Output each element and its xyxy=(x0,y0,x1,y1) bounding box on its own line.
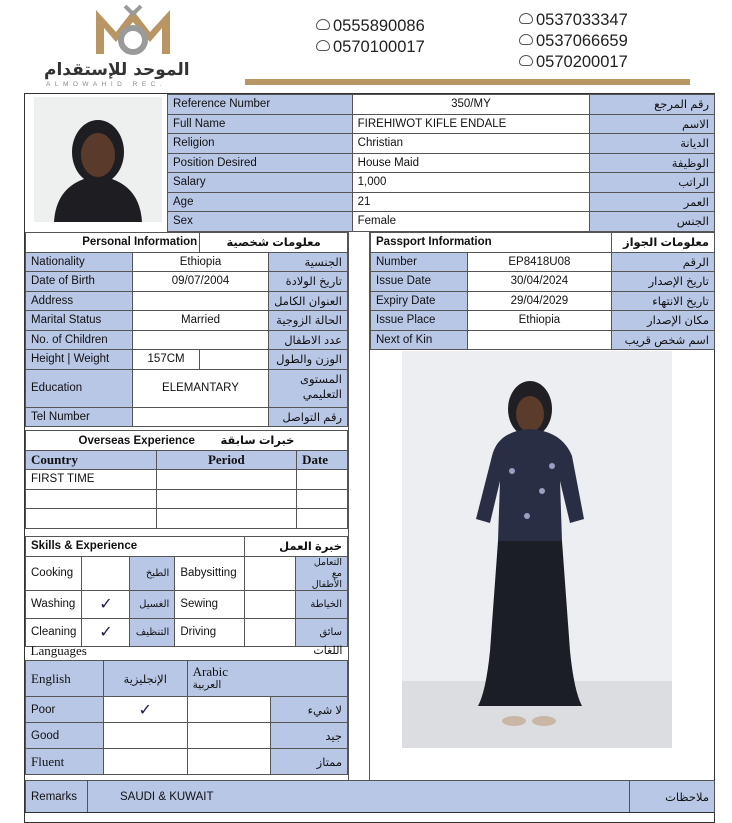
table-row: Washing ✓ الغسيل Sewing الخياطة xyxy=(26,590,348,618)
sex-value: Female xyxy=(352,212,590,232)
top-info-table xyxy=(167,94,715,232)
phone-line: 0570200017 xyxy=(519,53,628,72)
table-row xyxy=(26,489,348,509)
remarks-table xyxy=(25,780,715,813)
table-row: Education ELEMANTARY المستوى التعليمي xyxy=(26,369,348,407)
person-full-body-icon xyxy=(402,351,672,748)
table-header-row: Country Period Date xyxy=(26,450,348,470)
reference-value: 350/MY xyxy=(352,95,590,115)
table-row: Cooking الطبخ Babysitting التعامل مع الأطفال xyxy=(26,556,348,590)
phone-line: 0537033347 xyxy=(519,11,628,30)
table-row: Fluent ممتاز xyxy=(26,749,348,775)
table-row: Issue Date 30/04/2024 تاريخ الإصدار xyxy=(371,272,715,292)
cooking-check xyxy=(82,556,130,590)
overseas-table xyxy=(25,430,348,529)
header-divider xyxy=(245,79,690,85)
english-good-check xyxy=(103,723,187,749)
table-row: Expiry Date 29/04/2029 تاريخ الانتهاء xyxy=(371,291,715,311)
phone-line: 0570100017 xyxy=(316,38,425,57)
table-row: FIRST TIME xyxy=(26,470,348,490)
phone-icon xyxy=(519,13,533,24)
table-row: Height | Weight 157CM الوزن والطول xyxy=(26,350,348,370)
passport-table xyxy=(370,232,715,350)
section-header: Skills & Experience خبرة العمل xyxy=(26,537,348,557)
salary-value: 1,000 xyxy=(352,173,590,193)
table-row: Number EP8418U08 الرقم xyxy=(371,252,715,272)
person-headshot-icon xyxy=(34,97,162,222)
table-row: Sex Female الجنس xyxy=(168,212,715,232)
logo-english-text: ALMOWAHID REC. xyxy=(46,81,167,88)
table-row xyxy=(26,509,348,529)
sewing-check xyxy=(245,590,296,618)
table-row: Religion Christian الديانة xyxy=(168,134,715,154)
table-row: Address العنوان الكامل xyxy=(26,291,348,311)
table-row: Reference Number 350/MY رقم المرجع xyxy=(168,95,715,115)
section-header: Languages اللغات xyxy=(30,642,343,658)
bottom-border xyxy=(25,812,715,823)
arabic-poor-check xyxy=(187,697,271,723)
washing-check: ✓ xyxy=(82,590,130,618)
phone-icon xyxy=(316,40,330,51)
phone-icon xyxy=(316,19,330,30)
phone-icon xyxy=(519,55,533,66)
religion-value: Christian xyxy=(352,134,590,154)
table-row: Age 21 العمر xyxy=(168,192,715,212)
table-row: Poor ✓ لا شيء xyxy=(26,697,348,723)
phone-icon xyxy=(519,34,533,45)
logo-emblem-icon xyxy=(92,2,174,57)
position-value: House Maid xyxy=(352,153,590,173)
section-header: Personal Information معلومات شخصية xyxy=(26,233,348,253)
english-poor-check: ✓ xyxy=(103,697,187,723)
table-row: Nationality Ethiopia الجنسية xyxy=(26,252,348,272)
phone-line: 0555890086 xyxy=(316,17,425,36)
table-row: Marital Status Married الحالة الزوجية xyxy=(26,311,348,331)
section-header: Passport Information معلومات الجواز xyxy=(371,233,715,253)
table-row: Date of Birth 09/07/2004 تاريخ الولادة xyxy=(26,272,348,292)
table-row: Next of Kin اسم شخص قريب xyxy=(371,330,715,350)
arabic-good-check xyxy=(187,723,271,749)
age-value: 21 xyxy=(352,192,590,212)
table-row: Good جيد xyxy=(26,723,348,749)
headshot-photo xyxy=(34,97,162,222)
babysitting-check xyxy=(245,556,296,590)
arabic-fluent-check xyxy=(187,749,271,775)
section-header: Overseas Experience خبرات سابقة xyxy=(26,431,348,451)
table-row: No. of Children عدد الاطفال xyxy=(26,330,348,350)
english-fluent-check xyxy=(103,749,187,775)
table-header-row: English الإنجليزية Arabic العربية xyxy=(26,661,348,697)
logo-arabic-text: الموحد للإستقدام xyxy=(44,60,190,80)
company-logo xyxy=(40,0,240,92)
table-row: Tel Number رقم التواصل xyxy=(26,407,348,427)
languages-table xyxy=(25,641,348,775)
full-body-photo xyxy=(402,351,672,748)
table-row: Full Name FIREHIWOT KIFLE ENDALE الاسم xyxy=(168,114,715,134)
skills-table xyxy=(25,536,348,647)
column-divider xyxy=(369,232,370,780)
cleaning-check: ✓ xyxy=(82,618,130,646)
table-row: Position Desired House Maid الوظيفة xyxy=(168,153,715,173)
table-row: Issue Place Ethiopia مكان الإصدار xyxy=(371,311,715,331)
table-row: Salary 1,000 الراتب xyxy=(168,173,715,193)
phone-line: 0537066659 xyxy=(519,32,628,51)
table-row: Remarks SAUDI & KUWAIT ملاحظات xyxy=(26,781,715,813)
name-value: FIREHIWOT KIFLE ENDALE xyxy=(352,114,590,134)
table-row: Cleaning ✓ التنظيف Driving سائق xyxy=(26,618,348,646)
personal-info-table xyxy=(25,232,348,427)
column-divider xyxy=(348,232,349,780)
